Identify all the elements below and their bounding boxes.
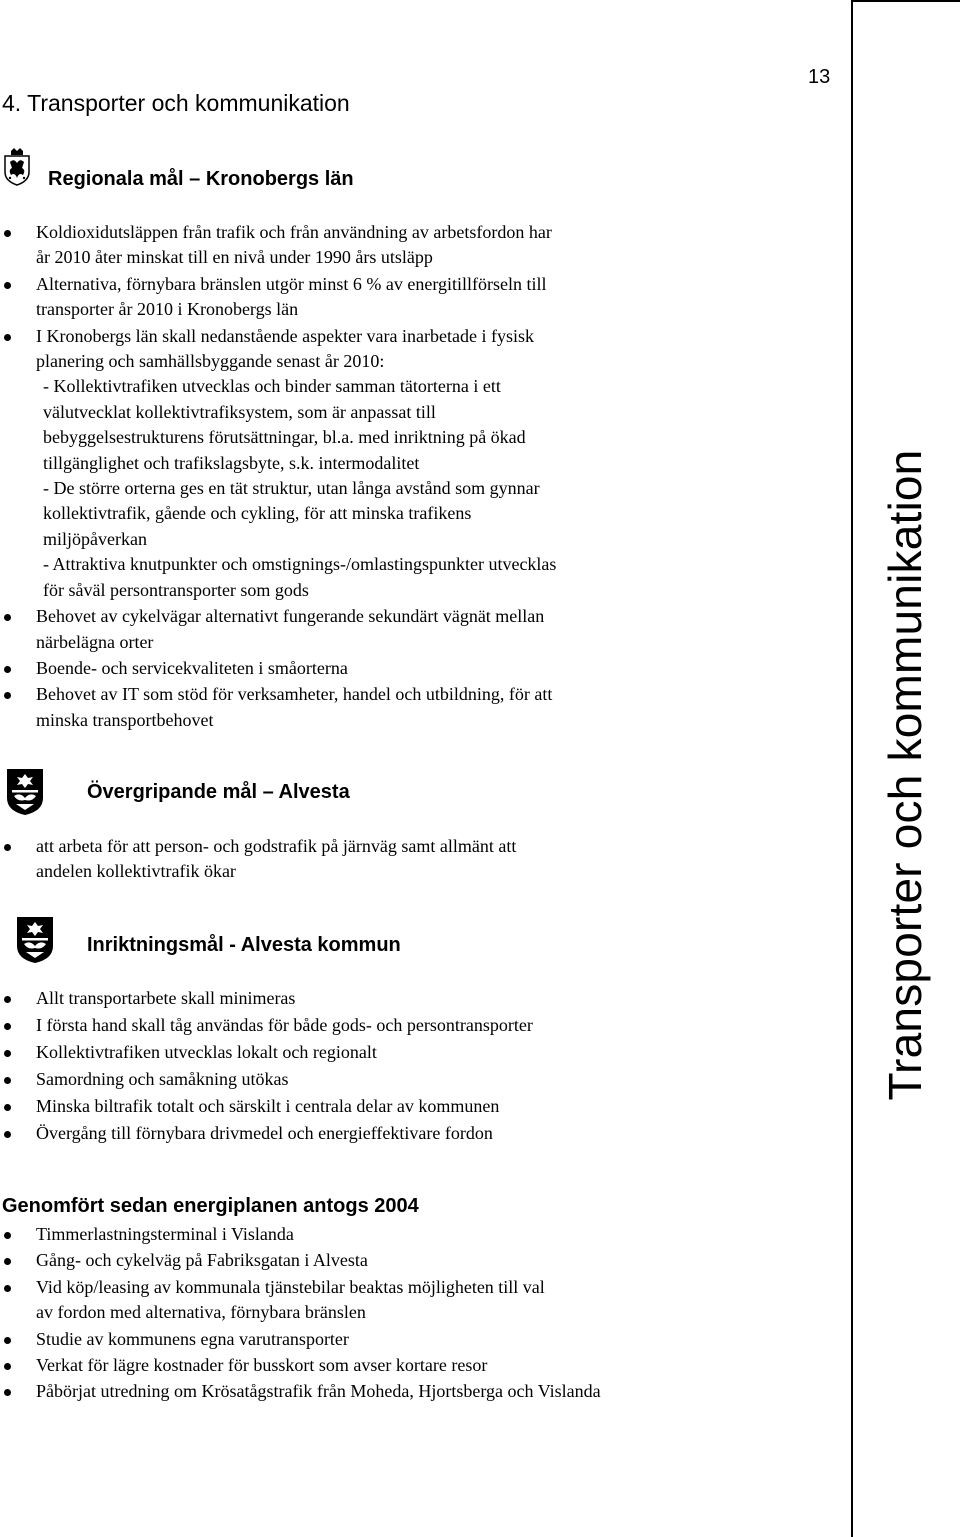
bullet-icon <box>4 1023 11 1030</box>
list-item <box>0 1067 700 1092</box>
sub-item-line: - Attraktiva knutpunkter och omstignings-/omlastingspunkter utvecklas <box>43 554 557 575</box>
regional-goals-list <box>0 220 700 733</box>
list-item <box>0 324 700 603</box>
bullet-icon <box>4 614 11 621</box>
bullet-icon <box>4 844 11 851</box>
bullet-icon <box>4 1131 11 1138</box>
list-item <box>0 1248 760 1273</box>
kronoberg-coat-of-arms-icon <box>2 148 32 186</box>
sub-item-line: för såväl persontransporter som gods <box>43 579 309 600</box>
bullet-icon <box>4 1104 11 1111</box>
list-item <box>0 1379 760 1404</box>
list-item-line: Studie av kommunens egna varutransporter <box>36 1328 349 1349</box>
list-item <box>0 1121 700 1146</box>
list-item <box>0 1222 760 1247</box>
side-tab-title: Transporter och kommunikation <box>879 449 931 1101</box>
list-item <box>0 682 700 733</box>
bullet-icon <box>4 1232 11 1239</box>
sub-item-line: välutvecklat kollektivtrafiksystem, som är anpassat till <box>43 401 436 422</box>
list-item-line: att arbeta för att person- och godstrafik på järnväg samt allmänt att <box>36 836 517 856</box>
list-item-line: I första hand skall tåg användas för både gods- och persontransporter <box>36 1014 533 1035</box>
list-item-line: Timmerlastningsterminal i Vislanda <box>36 1224 294 1244</box>
list-item-line: Behovet av cykelvägar alternativt fungerande sekundärt vägnät mellan <box>36 606 545 627</box>
list-item-line: Behovet av IT som stöd för verksamheter, handel och utbildning, för att <box>36 684 553 705</box>
sub-item-line: kollektivtrafik, gående och cykling, för att minska trafikens <box>43 503 472 524</box>
sub-item-line: - Kollektivtrafiken utvecklas och binder samman tätorterna i ett <box>43 376 501 397</box>
list-item-line: minska transportbehovet <box>36 709 214 730</box>
section-heading-regional-goals: Regionala mål – Kronobergs län <box>48 168 354 190</box>
bullet-icon <box>4 1077 11 1084</box>
section-heading-direction-goals: Inriktningsmål - Alvesta kommun <box>87 934 401 956</box>
list-item <box>0 1094 700 1119</box>
list-item-line: Kollektivtrafiken utvecklas lokalt och regionalt <box>36 1041 377 1062</box>
alvesta-coat-of-arms-icon <box>6 768 44 816</box>
sub-item-line: - De större orterna ges en tät struktur, utan långa avstånd som gynnar <box>43 478 540 499</box>
list-item-line: Koldioxidutsläppen från trafik och från användning av arbetsfordon har <box>36 222 552 242</box>
bullet-icon <box>4 1363 11 1370</box>
bullet-icon <box>4 1258 11 1265</box>
list-item <box>0 986 700 1011</box>
bullet-icon <box>4 1389 11 1396</box>
alvesta-coat-of-arms-icon <box>16 916 54 964</box>
direction-goals-list <box>0 986 700 1146</box>
bullet-icon <box>4 1337 11 1344</box>
list-item-line: Vid köp/leasing av kommunala tjänstebilar beaktas möjligheten till val <box>36 1276 545 1297</box>
list-item <box>0 1327 760 1352</box>
list-item-line: av fordon med alternativa, förnybara bränslen <box>36 1302 366 1323</box>
list-item-line: transporter år 2010 i Kronobergs län <box>36 299 299 320</box>
list-item <box>0 1353 760 1378</box>
list-item-line: Allt transportarbete skall minimeras <box>36 988 296 1008</box>
bullet-icon <box>4 1285 11 1292</box>
list-item-line: år 2010 åter minskat till en nivå under 1990 års utsläpp <box>36 247 433 268</box>
list-item-line: Övergång till förnybara drivmedel och energieffektivare fordon <box>36 1122 493 1143</box>
list-item-line: Minska biltrafik totalt och särskilt i centrala delar av kommunen <box>36 1095 500 1116</box>
list-item-line: Påbörjat utredning om Krösatågstrafik från Moheda, Hjortsberga och Vislanda <box>36 1381 601 1402</box>
list-item-line: Boende- och servicekvaliteten i småorterna <box>36 657 348 678</box>
bullet-icon <box>4 282 11 289</box>
list-item <box>0 656 700 681</box>
list-item-line: Alternativa, förnybara bränslen utgör minst 6 % av energitillförseln till <box>36 273 547 294</box>
list-item-line: I Kronobergs län skall nedanstående aspekter vara inarbetade i fysisk <box>36 325 534 346</box>
list-item <box>0 220 700 271</box>
sub-item-line: tillgänglighet och trafikslagsbyte, s.k. intermodalitet <box>43 452 420 473</box>
list-item <box>0 272 700 323</box>
list-item-line: närbelägna orter <box>36 631 154 652</box>
bullet-icon <box>4 996 11 1003</box>
bullet-icon <box>4 692 11 699</box>
list-item-line: planering och samhällsbyggande senast år 2010: <box>36 351 385 372</box>
bullet-icon <box>4 230 11 237</box>
page-number: 13 <box>808 66 831 88</box>
bullet-icon <box>4 1050 11 1057</box>
list-item <box>0 1040 700 1065</box>
list-item <box>0 1013 700 1038</box>
chapter-title: 4. Transporter och kommunikation <box>2 90 350 116</box>
list-item-line: andelen kollektivtrafik ökar <box>36 861 236 882</box>
list-item <box>0 604 700 655</box>
list-item-line: Verkat för lägre kostnader för busskort som avser kortare resor <box>36 1355 488 1376</box>
list-item <box>0 834 700 885</box>
list-item-line: Gång- och cykelväg på Fabriksgatan i Alvesta <box>36 1250 368 1271</box>
completed-actions-list <box>0 1222 760 1405</box>
section-heading-overall-goal: Övergripande mål – Alvesta <box>87 781 350 803</box>
bullet-icon <box>4 334 11 341</box>
bullet-icon <box>4 666 11 673</box>
section-heading-completed: Genomfört sedan energiplanen antogs 2004 <box>2 1195 419 1217</box>
overall-goal-list <box>0 834 700 885</box>
sub-item-line: miljöpåverkan <box>43 528 147 549</box>
sub-item-line: bebyggelsestrukturens förutsättningar, bl.a. med inriktning på ökad <box>43 427 526 448</box>
side-tab-top-border <box>853 0 960 2</box>
list-item <box>0 1275 760 1326</box>
list-item-line: Samordning och samåkning utökas <box>36 1068 289 1089</box>
